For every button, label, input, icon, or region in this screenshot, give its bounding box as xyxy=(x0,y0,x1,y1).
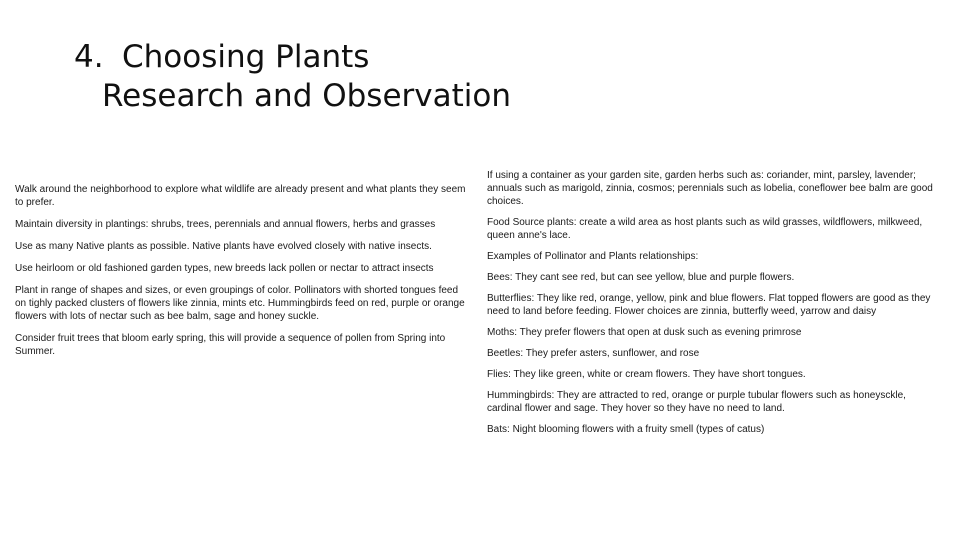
slide-title xyxy=(74,38,674,116)
title-line-1 xyxy=(74,38,674,77)
left-paragraph-neighborhood: Walk around the neighborhood to explore what wildlife are already present and what plants they seem to prefer. xyxy=(15,184,466,208)
right-paragraph-butterflies: Butterflies: They like red, orange, yellow, pink and blue flowers. Flat topped flowers are good as they need to land before feeding. Flower choices are zinnia, butterfly weed, yarrow and daisy xyxy=(487,293,931,317)
left-paragraph-shapes-sizes: Plant in range of shapes and sizes, or even groupings of color. Pollinators with shorted tongues feed on tighly packed clusters of flowers like zinnia, mints etc. Hummingbirds feed on red, purple or orange flowers with lots of nectar such as bee balm, sage and honey suckle. xyxy=(15,285,465,322)
title-subheading: Research and Observation xyxy=(102,78,511,114)
left-paragraph-diversity: Maintain diversity in plantings: shrubs, trees, perennials and annual flowers, herbs and grasses xyxy=(15,219,436,230)
right-paragraph-beetles: Beetles: They prefer asters, sunflower, and rose xyxy=(487,348,700,359)
left-paragraph-heirloom: Use heirloom or old fashioned garden types, new breeds lack pollen or nectar to attract insects xyxy=(15,263,434,274)
right-paragraph-food-source: Food Source plants: create a wild area as host plants such as wild grasses, wildflowers, milkweed, queen anne's lace. xyxy=(487,217,923,241)
right-paragraph-examples: Examples of Pollinator and Plants relationships: xyxy=(487,251,699,262)
right-paragraph-container: If using a container as your garden site, garden herbs such as: coriander, mint, parsley, lavender; annuals such as marigold, zinnia, cosmos; perennials such as lobelia, coneflower bee balm are good choices. xyxy=(487,170,933,207)
left-text-column xyxy=(15,183,470,367)
right-paragraph-moths: Moths: They prefer flowers that open at dusk such as evening primrose xyxy=(487,327,802,338)
right-paragraph-bees: Bees: They cant see red, but can see yellow, blue and purple flowers. xyxy=(487,272,795,283)
right-paragraph-bats: Bats: Night blooming flowers with a fruity smell (types of catus) xyxy=(487,424,765,435)
left-paragraph-fruit-trees: Consider fruit trees that bloom early spring, this will provide a sequence of pollen from Spring into Summer. xyxy=(15,333,446,357)
title-heading: Choosing Plants xyxy=(122,39,370,75)
left-paragraph-native-plants: Use as many Native plants as possible. Native plants have evolved closely with native insects. xyxy=(15,241,432,252)
title-number: 4. xyxy=(74,39,104,75)
right-paragraph-hummingbirds: Hummingbirds: They are attracted to red, orange or purple tubular flowers such as honeysckle, cardinal flower and sage. They hover so they have no need to land. xyxy=(487,390,906,414)
right-text-column xyxy=(487,169,937,444)
right-paragraph-flies: Flies: They like green, white or cream flowers. They have short tongues. xyxy=(487,369,806,380)
